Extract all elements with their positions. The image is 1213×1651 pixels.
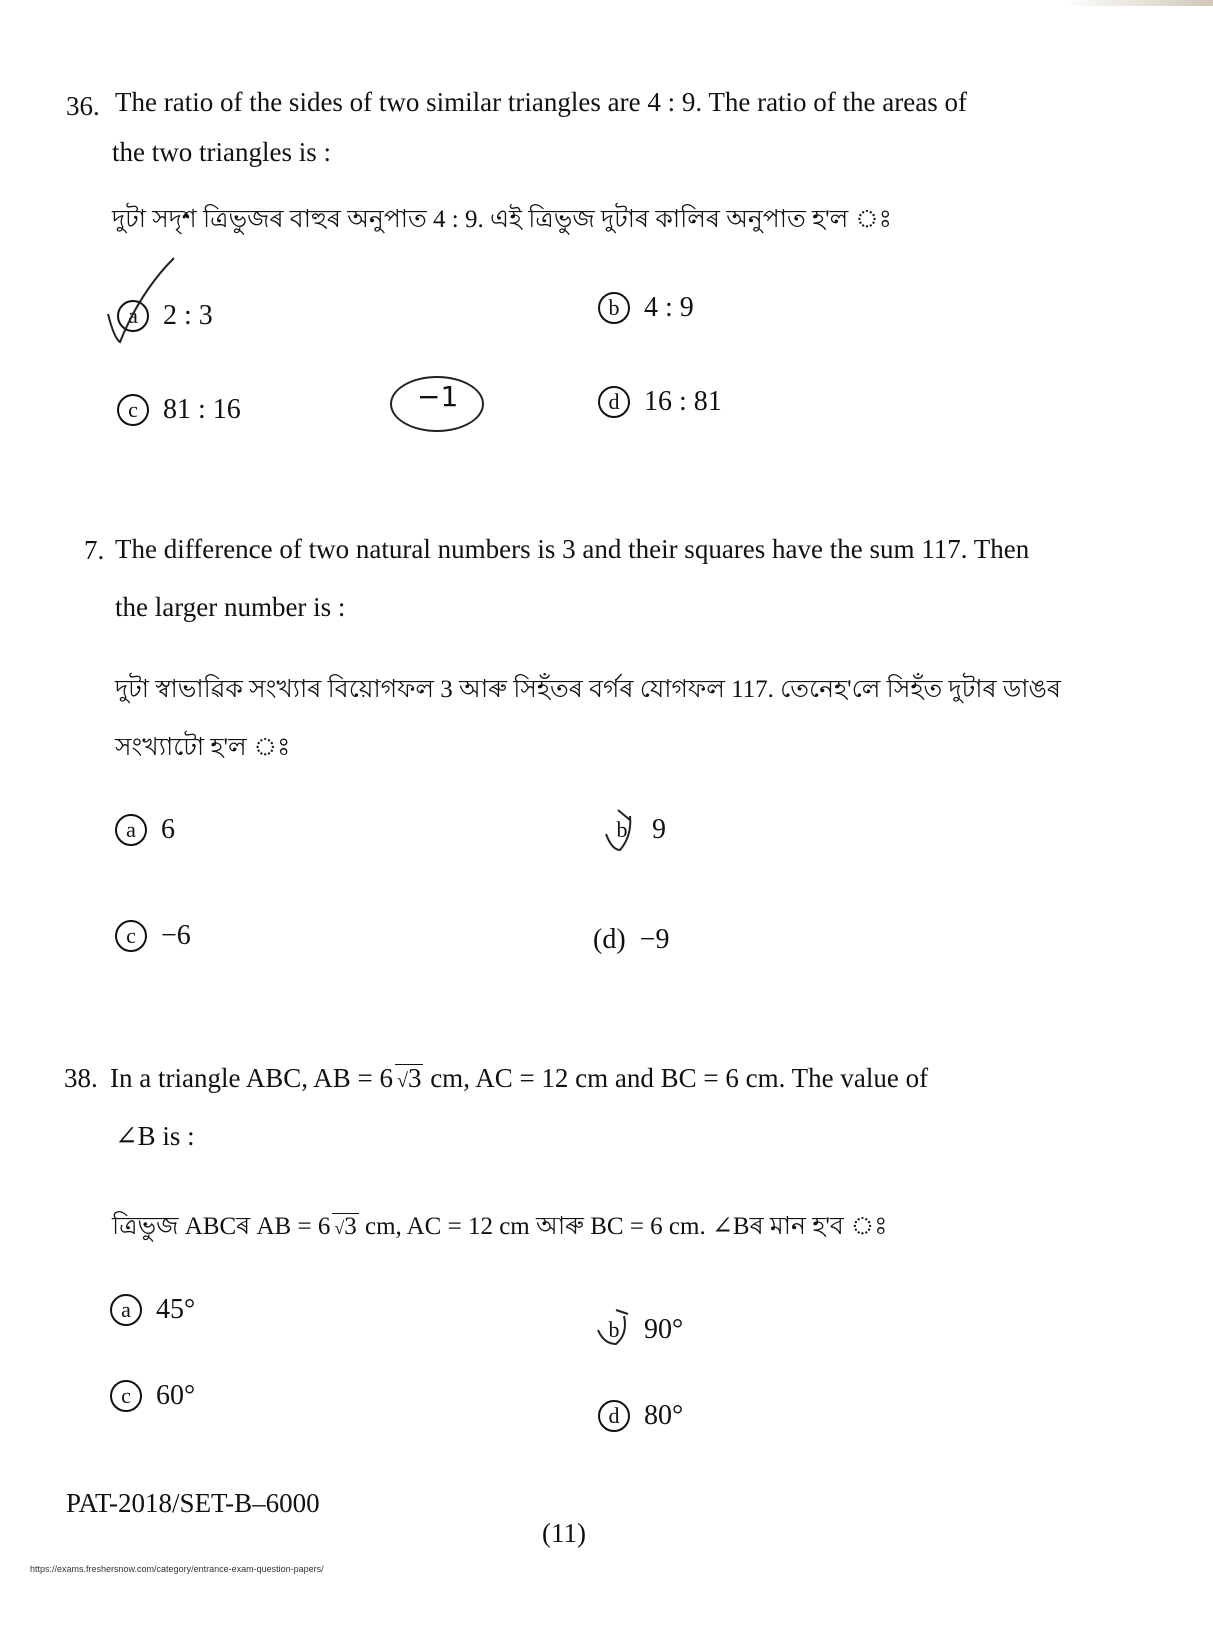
q38-text-en-line2: ∠B is : — [115, 1121, 195, 1151]
page-number: (11) — [542, 1518, 586, 1548]
option-value: 80° — [644, 1400, 684, 1431]
option-value: 4 : 9 — [644, 292, 694, 323]
q7-option-d[interactable] — [593, 924, 669, 956]
q38-text-as-post: cm, AC = 12 cm আৰু BC = 6 cm. ∠Bৰ মান হ'ব ঃ — [358, 1213, 888, 1240]
option-letter: b — [616, 817, 628, 842]
q36-text-en-line1: The ratio of the sides of two similar triangles are 4 : 9. The ratio of the areas of — [115, 87, 967, 117]
q38-number: 38. — [64, 1063, 98, 1093]
q38-text-en-pre: In a triangle ABC, AB = 6 — [110, 1063, 393, 1093]
option-letter: c — [117, 394, 149, 426]
option-letter: a — [115, 814, 147, 846]
q38-option-d[interactable] — [598, 1400, 683, 1432]
q36-option-b[interactable] — [598, 292, 694, 324]
q7-text-as-line1: দুটা স্বাভাৱিক সংখ্যাৰ বিয়োগফল 3 আৰু সিহঁতৰ বৰ্গৰ যোগফল 117. তেনেহ'লে সিহঁত দুটাৰ ডাঙৰ — [115, 676, 1061, 703]
tick-mark-icon — [594, 1304, 638, 1352]
option-letter: (d) — [593, 924, 626, 955]
option-letter: d — [598, 1400, 630, 1432]
q38-option-c[interactable] — [110, 1380, 195, 1412]
option-letter: c — [115, 920, 147, 952]
score-mark-text: −1 — [417, 380, 459, 413]
q38-sqrt-en: √3 — [396, 1063, 422, 1093]
q36-text-en-line2: the two triangles is : — [112, 137, 331, 167]
option-value: 2 : 3 — [163, 300, 213, 331]
q7-text-en-line2: the larger number is : — [115, 592, 346, 622]
option-value: 81 : 16 — [163, 394, 241, 425]
q38-text-en-post: cm, AC = 12 cm and BC = 6 cm. The value of — [423, 1063, 929, 1093]
option-letter: d — [598, 386, 630, 418]
q38-option-a[interactable] — [110, 1294, 195, 1326]
option-value: −6 — [161, 920, 191, 951]
q38-text-as — [112, 1213, 887, 1241]
option-letter: c — [110, 1380, 142, 1412]
option-value: 16 : 81 — [644, 386, 722, 417]
page-corner-shadow — [1063, 0, 1213, 6]
q38-sqrt-as-value: 3 — [344, 1213, 357, 1240]
tick-mark-icon — [100, 252, 180, 352]
option-value: 9 — [652, 814, 666, 845]
option-value: 60° — [156, 1380, 196, 1411]
source-url[interactable]: https://exams.freshersnow.com/category/entrance-exam-question-papers/ — [30, 1564, 324, 1574]
q36-number: 36. — [66, 91, 100, 121]
option-value: 6 — [161, 814, 175, 845]
option-letter: a — [110, 1294, 142, 1326]
q7-text-en-line1: The difference of two natural numbers is 3 and their squares have the sum 117. Then — [115, 534, 1030, 564]
q7-option-c[interactable] — [115, 920, 191, 952]
q36-option-d[interactable] — [598, 386, 722, 418]
exam-code: PAT-2018/SET-B–6000 — [66, 1488, 320, 1518]
option-letter: a — [117, 300, 149, 332]
q38-text-as-pre: ত্ৰিভুজ ABCৰ AB = 6 — [112, 1213, 331, 1240]
q38-text-en-line1 — [110, 1064, 928, 1094]
tick-mark-icon — [600, 806, 640, 856]
q36-option-c[interactable] — [117, 394, 241, 426]
q36-text-as: দুটা সদৃশ ত্ৰিভুজৰ বাহুৰ অনুপাত 4 : 9. এই ত্ৰিভুজ দুটাৰ কালিৰ অনুপাত হ'ল ঃ — [112, 206, 892, 233]
option-letter: b — [608, 1317, 620, 1342]
q7-option-a[interactable] — [115, 814, 175, 846]
q38-sqrt-as: √3 — [334, 1213, 357, 1240]
q7-text-as-line2: সংখ্যাটো হ'ল ঃ — [115, 734, 291, 761]
option-value: 90° — [644, 1314, 684, 1345]
option-value: −9 — [639, 924, 670, 955]
q7-number: 7. — [84, 535, 105, 565]
option-value: 45° — [156, 1294, 196, 1325]
q38-sqrt-en-value: 3 — [407, 1063, 422, 1093]
option-letter: b — [598, 292, 630, 324]
